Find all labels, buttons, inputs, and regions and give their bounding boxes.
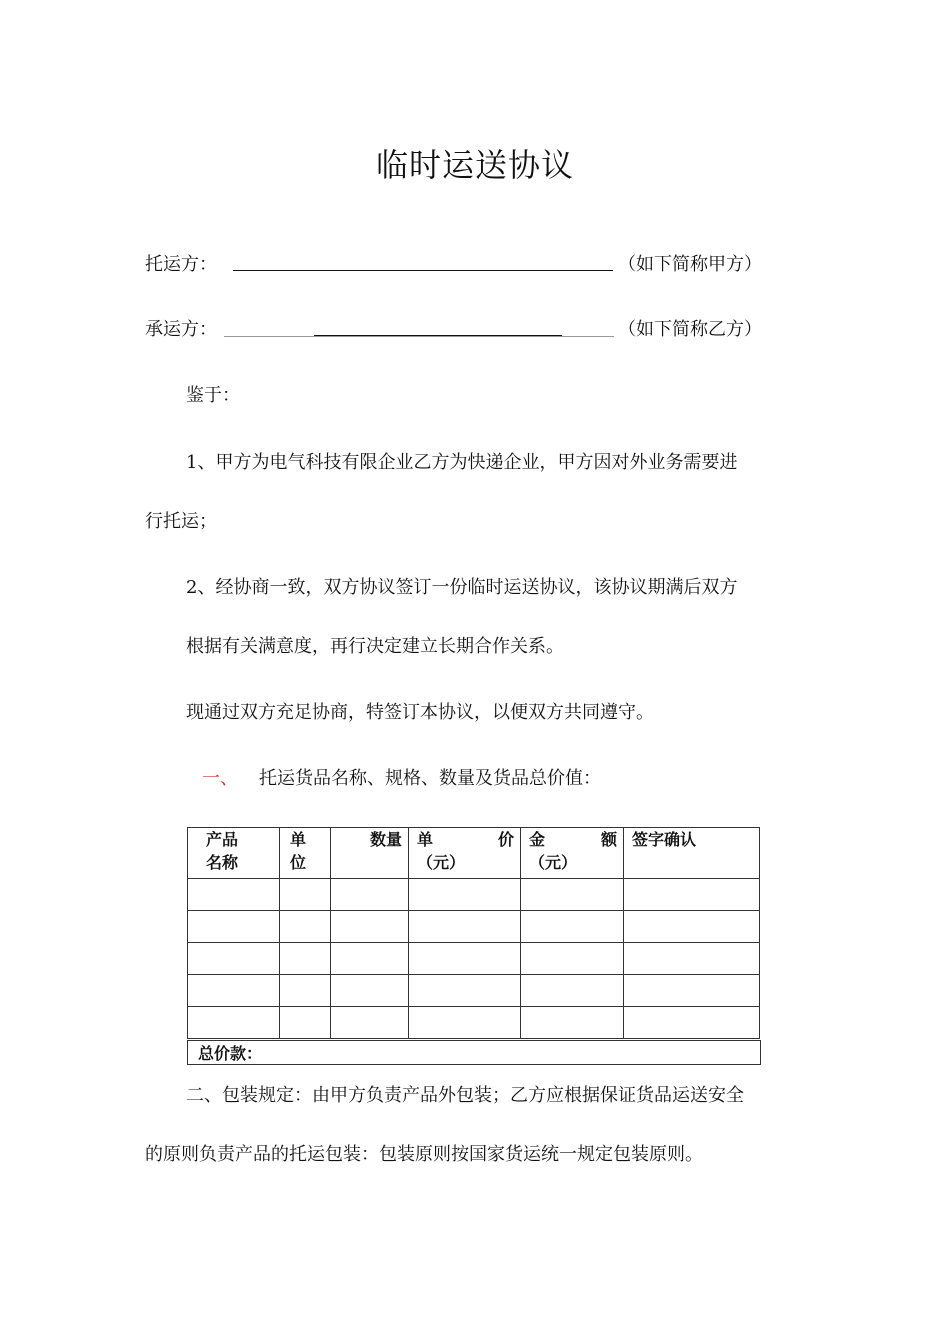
header-unit-price-line1 [417, 828, 514, 851]
header-unit [280, 828, 331, 879]
table-cell[interactable] [409, 975, 521, 1007]
table-cell[interactable] [331, 911, 409, 943]
header-product-line1: 产品 [206, 830, 239, 849]
table-header-row [188, 828, 760, 879]
table-cell[interactable] [624, 879, 760, 911]
table-total-row [187, 1040, 761, 1065]
header-amount-line1 [529, 828, 617, 851]
section1-heading: 托运货品名称、规格、数量及货品总价值： [259, 768, 601, 789]
carrier-label: 承运方： [145, 319, 217, 340]
total-price-label: 总价款： [198, 1044, 263, 1063]
table-cell[interactable] [409, 911, 521, 943]
table-cell[interactable] [521, 1007, 624, 1039]
table-cell[interactable] [331, 943, 409, 975]
table-cell[interactable] [624, 975, 760, 1007]
header-amount-b: 额 [600, 830, 617, 849]
table-cell[interactable] [409, 1007, 521, 1039]
clause2-line2: 根据有关满意度，再行决定建立长期合作关系。 [186, 636, 564, 657]
header-price-b: 价 [497, 830, 514, 849]
header-amount-unit: （元） [529, 853, 578, 872]
table-cell[interactable] [280, 879, 331, 911]
table-row [188, 911, 760, 943]
whereas-heading: 鉴于： [186, 385, 240, 406]
table-cell[interactable] [624, 943, 760, 975]
shipper-blank-line[interactable] [233, 270, 613, 271]
table-row [188, 879, 760, 911]
table-cell[interactable] [280, 943, 331, 975]
table-cell[interactable] [331, 975, 409, 1007]
table-cell[interactable] [331, 879, 409, 911]
table-cell[interactable] [331, 1007, 409, 1039]
table-cell[interactable] [188, 943, 280, 975]
header-price-a: 单 [417, 830, 434, 849]
header-product-name [188, 828, 280, 879]
header-amount [521, 828, 624, 879]
shipper-label: 托运方： [145, 254, 217, 275]
table-cell[interactable] [188, 879, 280, 911]
header-signature [624, 828, 760, 879]
goods-table [187, 827, 760, 1039]
clause1-line2: 行托运； [145, 511, 217, 532]
table-cell[interactable] [188, 975, 280, 1007]
table-cell[interactable] [280, 1007, 331, 1039]
table-row [188, 1007, 760, 1039]
header-quantity-text: 数量 [369, 830, 402, 849]
table-cell[interactable] [521, 879, 624, 911]
table-cell[interactable] [521, 911, 624, 943]
header-product-line2: 名称 [206, 853, 239, 872]
document-title: 临时运送协议 [375, 146, 574, 184]
table-cell[interactable] [188, 1007, 280, 1039]
header-unit-line2: 位 [290, 853, 307, 872]
table-cell[interactable] [409, 943, 521, 975]
table-row [188, 943, 760, 975]
header-price-unit: （元） [417, 853, 466, 872]
header-signature-text: 签字确认 [632, 830, 697, 849]
table-cell[interactable] [280, 975, 331, 1007]
table-cell[interactable] [188, 911, 280, 943]
carrier-suffix: （如下简称乙方） [618, 319, 762, 340]
header-amount-a: 金 [529, 830, 546, 849]
section2-line2: 的原则负责产品的托运包装：包装原则按国家货运统一规定包装原则。 [145, 1144, 703, 1165]
agreement-note: 现通过双方充足协商，特签订本协议，以便双方共同遵守。 [186, 702, 654, 723]
carrier-blank-line-emphasis [314, 335, 562, 336]
shipper-suffix: （如下简称甲方） [618, 254, 762, 275]
header-unit-line1: 单 [290, 830, 307, 849]
section2-line1: 二、包装规定：由甲方负责产品外包装；乙方应根据保证货品运送安全 [186, 1085, 744, 1106]
header-unit-price [409, 828, 521, 879]
table-cell[interactable] [521, 943, 624, 975]
clause1-line1: 1、甲方为电气科技有限企业乙方为快递企业，甲方因对外业务需要进 [186, 452, 738, 473]
table-cell[interactable] [280, 911, 331, 943]
table-cell[interactable] [409, 879, 521, 911]
table-row [188, 975, 760, 1007]
clause2-line1: 2、经协商一致，双方协议签订一份临时运送协议，该协议期满后双方 [186, 577, 738, 598]
table-cell[interactable] [521, 975, 624, 1007]
table-cell[interactable] [624, 1007, 760, 1039]
section1-number: 一、 [202, 768, 238, 789]
header-quantity [331, 828, 409, 879]
table-cell[interactable] [624, 911, 760, 943]
carrier-blank-line[interactable] [224, 336, 614, 337]
